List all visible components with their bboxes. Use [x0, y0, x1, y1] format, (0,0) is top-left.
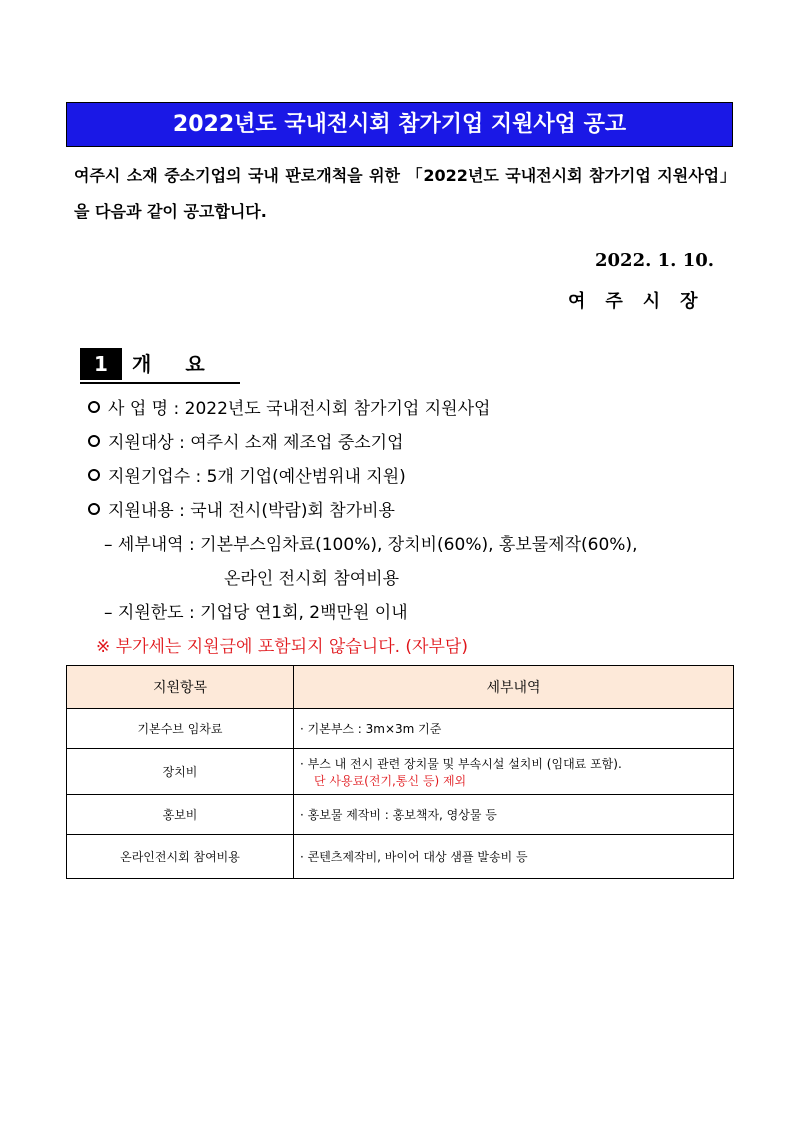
- section-header: [80, 348, 240, 384]
- item-limit: – 지원한도 : 기업당 연1회, 2백만원 이내: [104, 603, 408, 623]
- item-label: 지원한도: [117, 603, 184, 623]
- item-label: 지원대상: [108, 433, 174, 453]
- table-cell-detail: · 기본부스 : 3m×3m 기준: [294, 709, 734, 749]
- item-value: 여주시 소재 제조업 중소기업: [190, 433, 404, 453]
- item-value: 2022년도 국내전시회 참가기업 지원사업: [184, 399, 491, 419]
- item-content: 지원내용 : 국내 전시(박람)회 참가비용: [88, 496, 395, 521]
- item-label: 지원내용: [108, 501, 174, 521]
- notice-title: 2022년도 국내전시회 참가기업 지원사업 공고: [66, 102, 733, 147]
- intro-paragraph: 여주시 소재 중소기업의 국내 판로개척을 위한 「2022년도 국내전시회 참가기업 지원사업」을 다음과 같이 공고합니다.: [74, 166, 736, 221]
- item-count: 지원기업수 : 5개 기업(예산범위내 지원): [88, 462, 406, 487]
- circle-bullet-icon: [88, 469, 100, 481]
- table-row: [67, 749, 734, 795]
- item-detail-cont: 온라인 전시회 참여비용: [224, 569, 400, 589]
- table-cell-detail: · 콘텐츠제작비, 바이어 대상 샘플 발송비 등: [294, 835, 734, 879]
- item-value: 기업당 연1회, 2백만원 이내: [200, 603, 408, 623]
- table-row: [67, 835, 734, 879]
- circle-bullet-icon: [88, 435, 100, 447]
- table-cell-item: 기본수브 임차료: [67, 709, 294, 749]
- table-row: [67, 709, 734, 749]
- item-value: 5개 기업(예산범위내 지원): [206, 467, 406, 487]
- item-label: 세부내역: [117, 535, 184, 555]
- notice-date: 2022. 1. 10.: [595, 250, 715, 271]
- detail-note: 단 사용료(전기,통신 등) 제외: [314, 773, 467, 788]
- issuer: 여주시장: [568, 291, 718, 312]
- table-cell-detail: · 홍보물 제작비 : 홍보책자, 영상물 등: [294, 795, 734, 835]
- table-cell-detail: [294, 749, 734, 795]
- item-name: 사 업 명 : 2022년도 국내전시회 참가기업 지원사업: [88, 394, 490, 419]
- table-row: [67, 795, 734, 835]
- table-cell-item: 온라인전시회 참여비용: [67, 835, 294, 879]
- support-table: [66, 665, 734, 879]
- item-detail: – 세부내역 : 기본부스임차료(100%), 장치비(60%), 홍보물제작(60%),: [104, 535, 638, 555]
- table-cell-item: 홍보비: [67, 795, 294, 835]
- table-header: 지원항목: [67, 666, 294, 709]
- vat-note: ※ 부가세는 지원금에 포함되지 않습니다. (자부담): [96, 637, 468, 657]
- item-value: 기본부스임차료(100%), 장치비(60%), 홍보물제작(60%),: [200, 535, 638, 555]
- item-label: 지원기업수: [108, 467, 191, 487]
- item-target: 지원대상 : 여주시 소재 제조업 중소기업: [88, 428, 404, 453]
- item-value: 국내 전시(박람)회 참가비용: [190, 501, 395, 521]
- table-header-row: [67, 666, 734, 709]
- detail-text: · 부스 내 전시 관련 장치물 및 부속시설 설치비 (임대료 포함).: [300, 756, 622, 771]
- circle-bullet-icon: [88, 503, 100, 515]
- section-title: 개요: [132, 352, 239, 376]
- table-cell-item: 장치비: [67, 749, 294, 795]
- item-label: 사 업 명: [108, 399, 169, 419]
- section-number: 1: [80, 348, 122, 380]
- circle-bullet-icon: [88, 401, 100, 413]
- table-header: 세부내역: [294, 666, 734, 709]
